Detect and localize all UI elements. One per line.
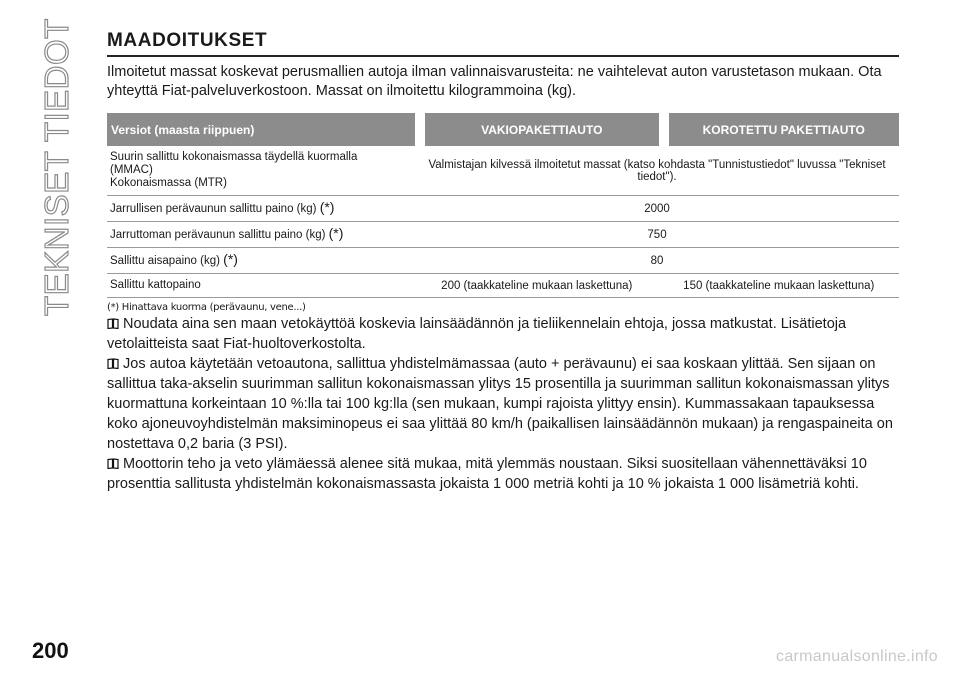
row-label-max-mass: Suurin sallittu kokonaismassa täydellä kuormalla (MMAC) Kokonaismassa (MTR) bbox=[107, 146, 415, 196]
side-chapter-label: TEKNISET TIEDOT bbox=[38, 18, 75, 316]
row-label-towbar-load: Sallittu aisapaino (kg) (*) bbox=[107, 248, 415, 274]
row-label-unbraked-trailer: Jarruttoman perävaunun sallittu paino (kg) (*) bbox=[107, 222, 415, 248]
row-value-max-mass: Valmistajan kilvessä ilmoitetut massat (katso kohdasta "Tunnistustiedot" luvussa "Tekniset tiedot"). bbox=[415, 146, 899, 196]
table-row bbox=[107, 248, 899, 274]
note-paragraph: Moottorin teho ja veto ylämäessä alenee sitä mukaa, mitä ylemmäs noustaan. Siksi suositellaan vähennettäväksi 10 prosenttia sallitusta yhdistelmän kokonaismassasta jokaista 1 000 metriä kohti ja 10 % jokaista 1 000 lisämetriä kohti. bbox=[107, 456, 867, 492]
note-paragraph: Jos autoa käytetään vetoautona, sallittua yhdistelmämassaa (auto + perävaunu) ei saa koskaan ylittää. Sen sijaan on sallittua taka-akselin suurimman sallitun kokonaismassan ylitys 15 prosentilla ja suurimman sallitun kokonaismassan ylitys kuormattuna korkeintaan 10 %:lla tai 100 kg:lla (sen mukaan, kumpi rajoista ylittyy ensin). Kummassakaan tapauksessa koko ajoneuvoyhdistelmän maksiminopeus ei saa ylittää 80 km/h (paikallisen lainsäädännön mukaan) ja rengaspaineita on nostettava 0,2 baria (3 PSI). bbox=[107, 356, 893, 452]
weights-table bbox=[107, 113, 899, 298]
page-number: 200 bbox=[32, 638, 69, 663]
book-icon bbox=[107, 458, 119, 469]
row-value-roof-load-raised: 150 (taakkateline mukaan laskettuna) bbox=[659, 274, 899, 298]
watermark: carmanualsonline.info bbox=[776, 648, 938, 665]
header-raised-van: KOROTETTU PAKETTIAUTO bbox=[669, 113, 899, 146]
row-value-braked-trailer: 2000 bbox=[415, 196, 899, 222]
table-row bbox=[107, 196, 899, 222]
table-footnote: (*) Hinattava kuorma (perävaunu, vene...) bbox=[107, 302, 306, 313]
side-chapter-tab bbox=[30, 18, 80, 358]
table-row bbox=[107, 222, 899, 248]
header-versions: Versiot (maasta riippuen) bbox=[107, 113, 415, 146]
book-icon bbox=[107, 358, 119, 369]
notes-block bbox=[107, 314, 899, 494]
main-content bbox=[107, 30, 899, 494]
section-title: MAADOITUKSET bbox=[107, 30, 899, 57]
book-icon bbox=[107, 318, 119, 329]
row-value-roof-load-standard: 200 (taakkateline mukaan laskettuna) bbox=[415, 274, 659, 298]
header-standard-van: VAKIOPAKETTIAUTO bbox=[425, 113, 659, 146]
intro-paragraph: Ilmoitetut massat koskevat perusmallien autoja ilman valinnaisvarusteita: ne vaihtelevat auton varustetason mukaan. Ota yhteyttä Fiat-palveluverkostoon. Massat on ilmoitettu kilogrammoina (kg). bbox=[107, 64, 882, 99]
row-label-roof-load: Sallittu kattopaino bbox=[107, 274, 415, 298]
row-label-braked-trailer: Jarrullisen perävaunun sallittu paino (kg) (*) bbox=[107, 196, 415, 222]
table-row bbox=[107, 146, 899, 196]
table-header-row bbox=[107, 113, 899, 146]
note-paragraph: Noudata aina sen maan vetokäyttöä koskevia lainsäädännön ja tieliikennelain ehtoja, jossa matkustat. Lisätietoja vetolaitteista saat Fiat-huoltoverkostolta. bbox=[107, 316, 847, 352]
row-value-unbraked-trailer: 750 bbox=[415, 222, 899, 248]
row-value-towbar-load: 80 bbox=[415, 248, 899, 274]
table-row bbox=[107, 274, 899, 298]
